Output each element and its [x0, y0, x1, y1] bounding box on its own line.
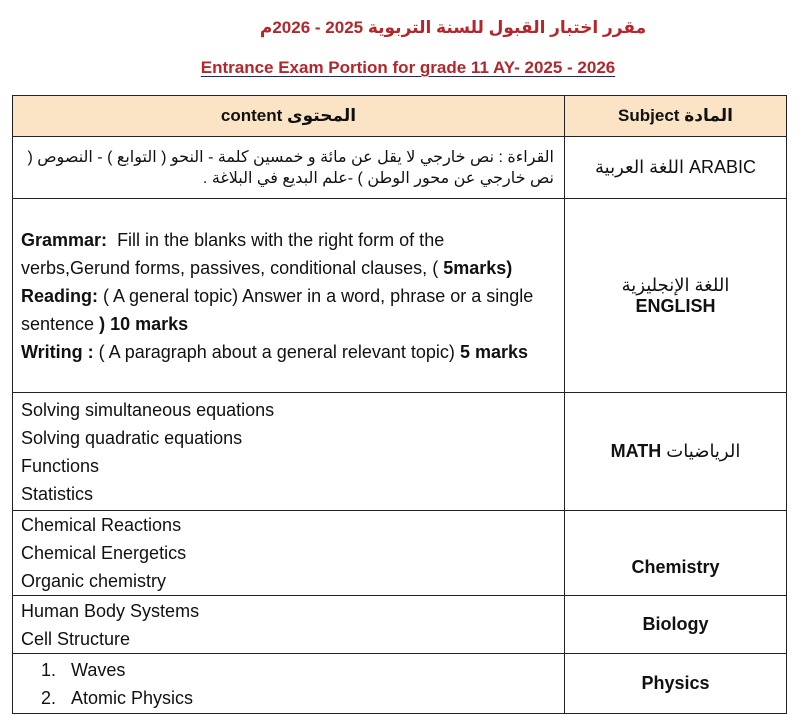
chemistry-subject: Chemistry: [565, 511, 787, 596]
biology-subject: Biology: [565, 596, 787, 654]
math-subject-ar: الرياضيات: [666, 441, 741, 461]
math-subject: [565, 393, 787, 511]
math-subject-en: MATH: [610, 441, 662, 461]
grammar-text: Fill in the blanks with the right form of the verbs,Gerund forms, passives, conditional clauses, (: [21, 229, 445, 278]
list-item: Statistics: [21, 483, 94, 504]
reading-label: Reading:: [21, 285, 99, 306]
chemistry-content: [13, 511, 565, 596]
list-item: Organic chemistry: [21, 571, 167, 591]
content-header-ar: المحتوى: [287, 106, 357, 125]
list-item: Chemical Reactions: [21, 515, 182, 535]
table-header-row: [13, 96, 787, 137]
list-item: Functions: [21, 455, 100, 476]
list-item: Chemical Energetics: [21, 543, 187, 563]
list-item: Solving simultaneous equations: [21, 399, 275, 420]
title-arabic: مقرر اختبار القبول للسنة التربوية 2025 - 2026م: [259, 18, 647, 37]
arabic-content: القراءة : نص خارجي لا يقل عن مائة و خمسين كلمة - النحو ( التوابع ) - النصوص ( نص خارجي عن محور الوطن ) -علم البديع في البلاغة .: [13, 137, 565, 199]
list-item: 1. Waves: [61, 656, 558, 684]
math-content: [13, 393, 565, 511]
physics-list: [21, 656, 558, 712]
list-item: Cell Structure: [21, 628, 131, 649]
english-subject-en: ENGLISH: [635, 295, 716, 316]
list-item: 2. Atomic Physics: [61, 684, 558, 712]
content-header: [13, 96, 565, 137]
reading-text: ( A general topic) Answer in a word, phrase or a single sentence: [21, 285, 534, 334]
list-item: Human Body Systems: [21, 600, 200, 621]
grammar-label: Grammar:: [21, 229, 108, 250]
physics-subject: Physics: [565, 654, 787, 714]
arabic-subject-en: ARABIC: [688, 157, 757, 177]
grammar-marks: 5marks): [443, 257, 513, 278]
table-row-english: [13, 199, 787, 393]
reading-marks: ) 10 marks: [99, 313, 189, 334]
writing-label: Writing :: [21, 341, 94, 362]
writing-text: ( A paragraph about a general relevant topic): [98, 341, 455, 362]
arabic-subject: [565, 137, 787, 199]
subject-header-ar: المادة: [684, 106, 733, 125]
physics-content: [13, 654, 565, 714]
exam-portion-table: [12, 95, 787, 714]
english-subject-ar: اللغة الإنجليزية: [621, 274, 730, 295]
table-row-physics: [13, 654, 787, 714]
arabic-subject-ar: اللغة العربية: [594, 157, 684, 177]
subject-header: [565, 96, 787, 137]
content-header-en: content: [220, 106, 283, 125]
english-content: [13, 199, 565, 393]
table-row-chemistry: [13, 511, 787, 596]
title-english: Entrance Exam Portion for grade 11 AY- 2025 - 2026: [200, 58, 616, 77]
english-subject: [565, 199, 787, 393]
table-row-arabic: [13, 137, 787, 199]
table-row-biology: [13, 596, 787, 654]
writing-marks: 5 marks: [459, 341, 528, 362]
list-item: Solving quadratic equations: [21, 427, 243, 448]
table-row-math: [13, 393, 787, 511]
biology-content: [13, 596, 565, 654]
subject-header-en: Subject: [618, 106, 680, 125]
